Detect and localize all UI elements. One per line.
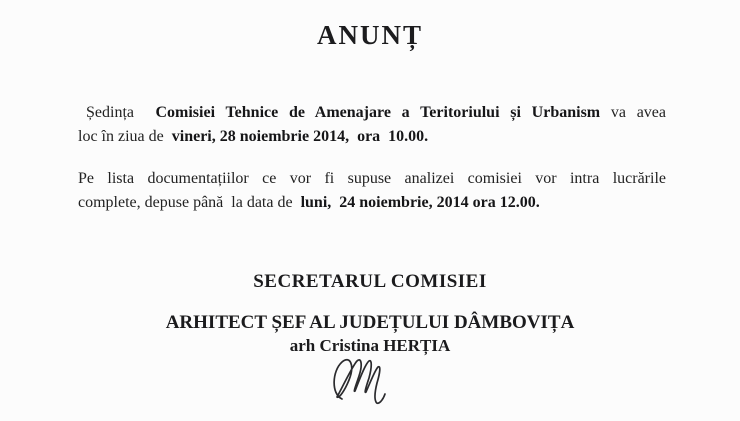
p2-l2-regular: complete, depuse până la data de <box>78 193 301 211</box>
paragraph2-line1 <box>78 167 666 191</box>
p2-l1-regular: Pe lista documentațiilor ce vor fi supuse analizei comisiei vor intra lucrările <box>78 170 666 187</box>
p1-l1-regular: Ședința <box>86 104 156 121</box>
announcement-title: ANUNȚ <box>316 20 423 50</box>
secretary-heading: SECRETARUL COMISIEI <box>253 271 487 292</box>
architect-name: arh Cristina HERȚIA <box>289 336 451 355</box>
chief-architect-heading: ARHITECT ȘEF AL JUDEȚULUI DÂMBOVIȚA <box>165 312 575 333</box>
p1-l2-regular: loc în ziua de <box>78 127 172 145</box>
handwritten-signature-icon <box>322 352 406 416</box>
document-body <box>78 101 666 214</box>
p1-l2-bold-date: vineri, 28 noiembrie 2014, ora 10.00. <box>171 127 429 145</box>
paragraph-spacer <box>78 148 666 167</box>
paragraph1-line1 <box>78 101 666 125</box>
p1-l1-bold-commission: Comisiei Tehnice de Amenajare a Teritoriului și Urbanism <box>155 104 601 121</box>
paragraph1-line2 <box>78 125 666 149</box>
p2-l2-bold-deadline: luni, 24 noiembrie, 2014 ora 12.00. <box>300 193 540 211</box>
p1-l1-regular-end: va avea <box>600 104 667 121</box>
paragraph2-line2 <box>78 191 666 215</box>
